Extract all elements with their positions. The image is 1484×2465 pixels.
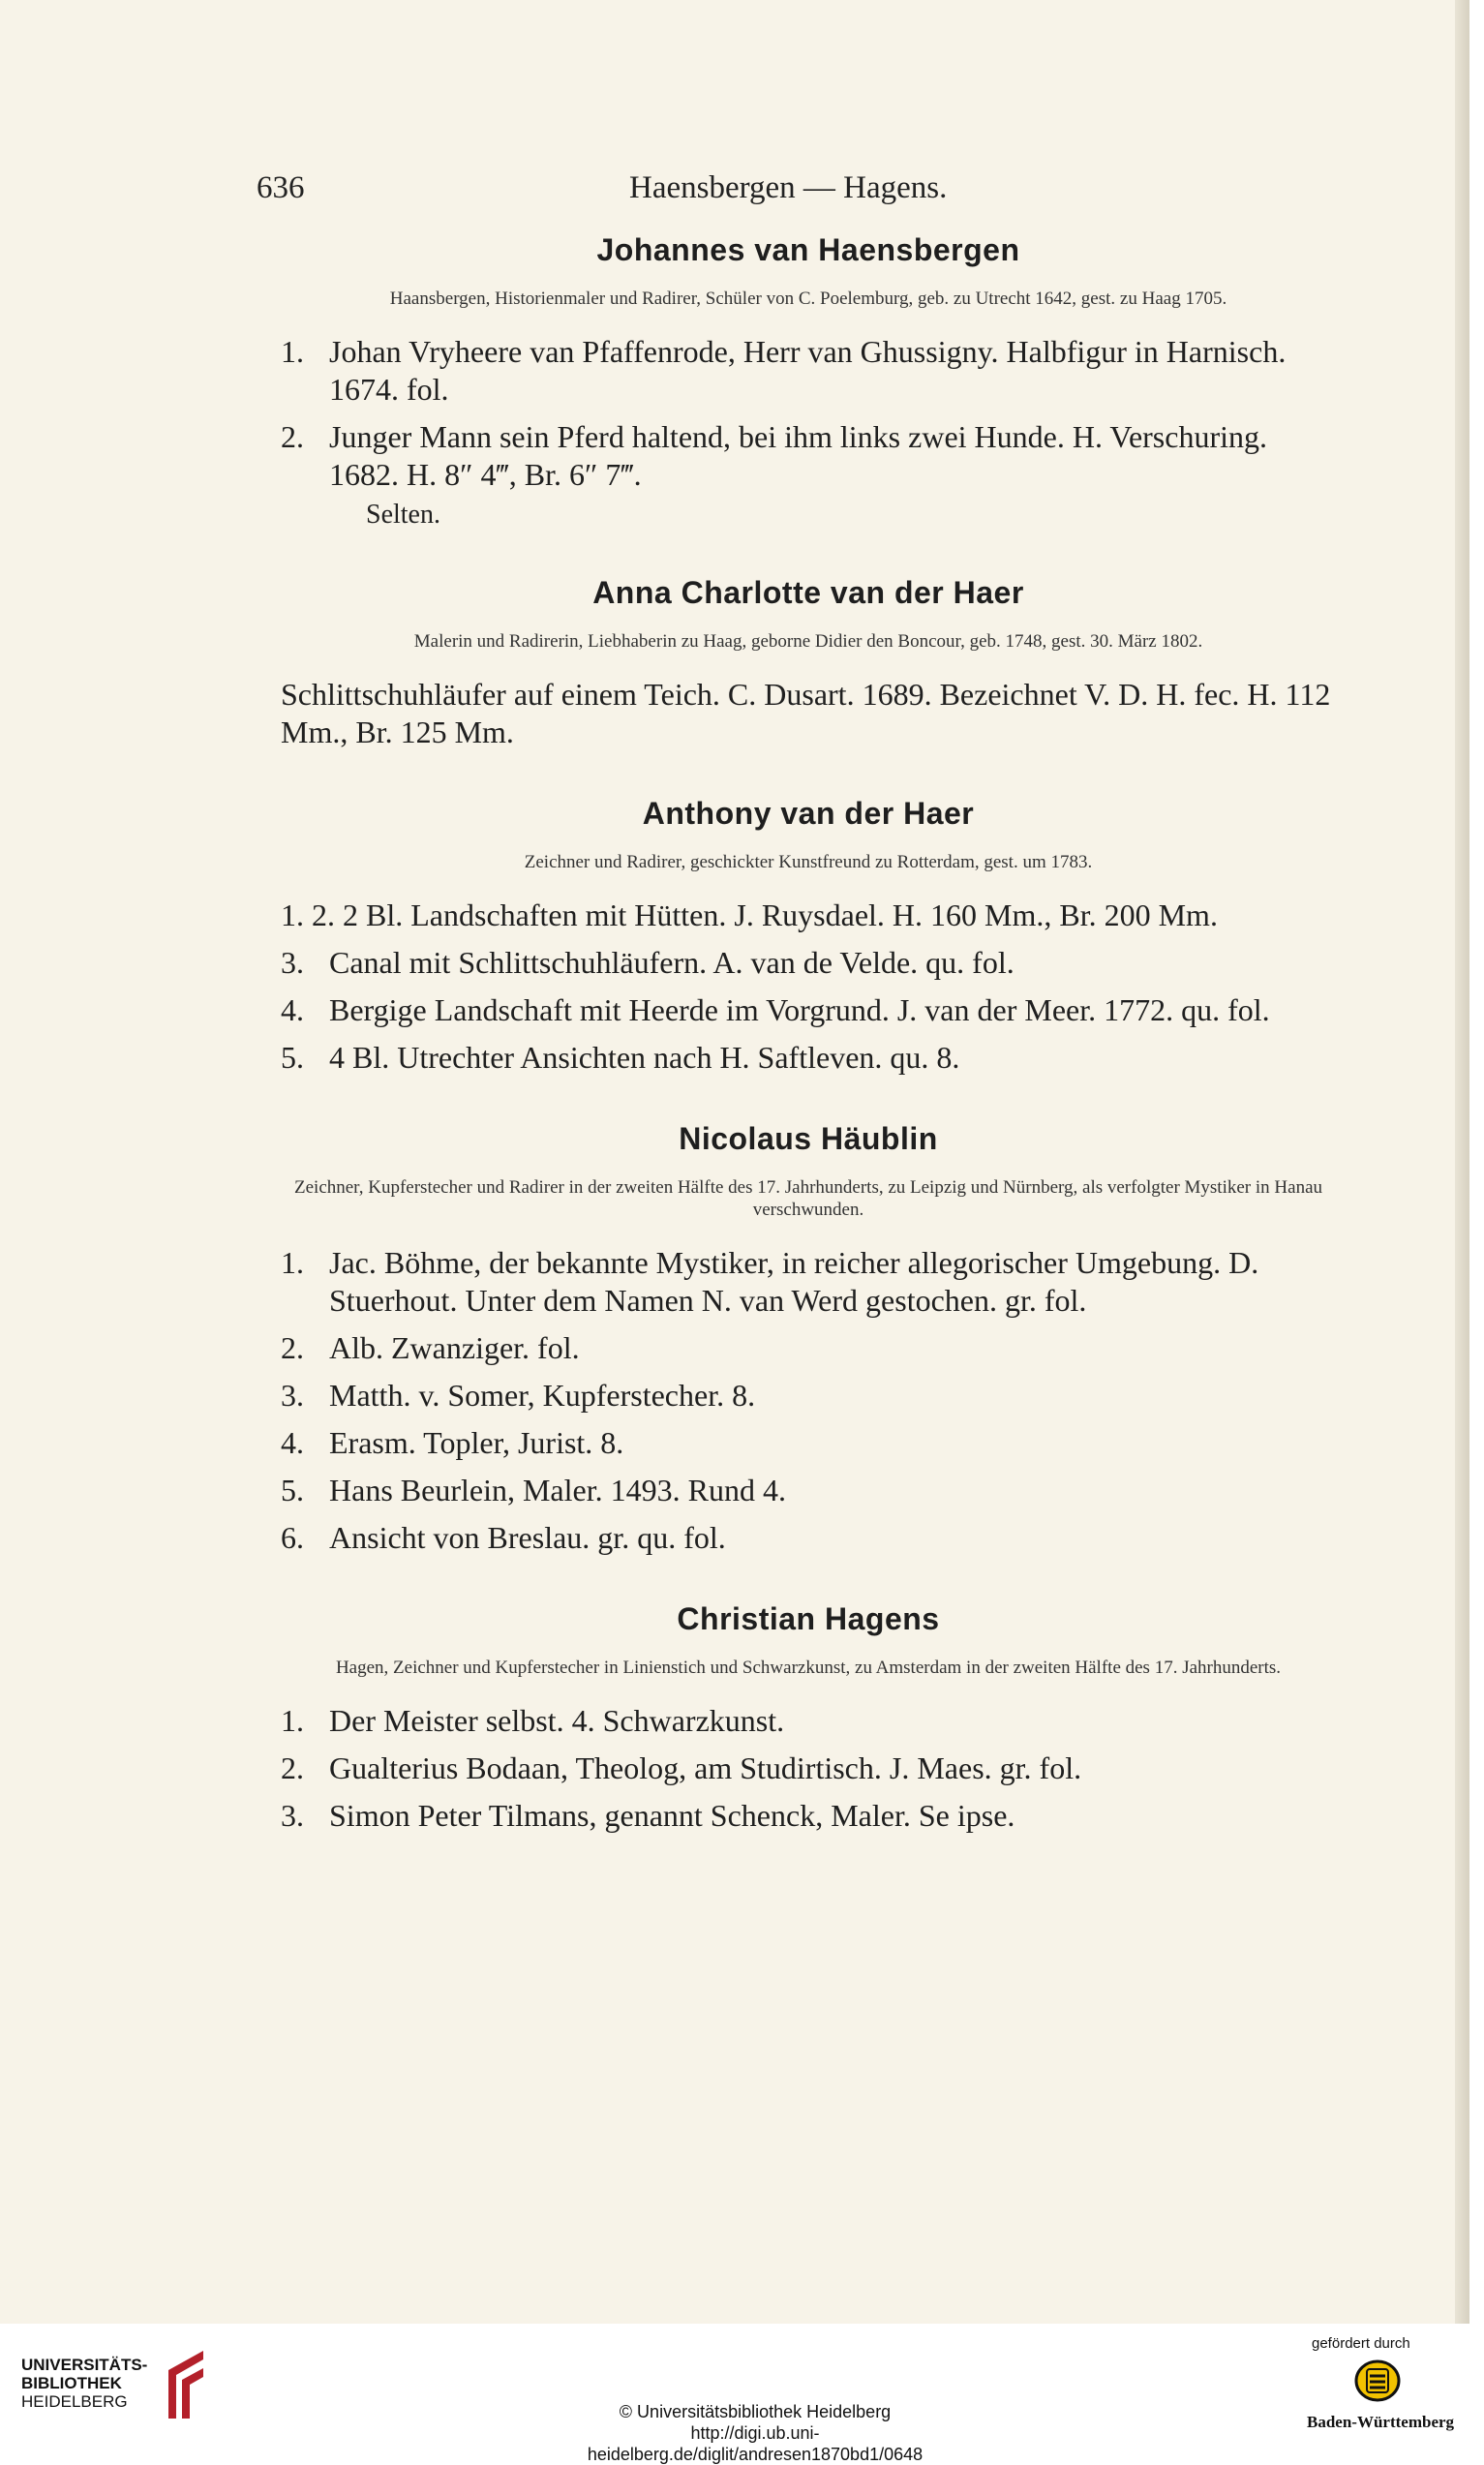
artist-entry (281, 1121, 1336, 1557)
work-item (281, 418, 1336, 494)
coat-of-arms-icon[interactable] (1353, 2357, 1402, 2405)
item-number: 5. (281, 1040, 304, 1075)
item-text: Der Meister selbst. 4. Schwarzkunst. (329, 1703, 785, 1738)
artist-bio: Hagen, Zeichner und Kupferstecher in Linienstich und Schwarzkunst, zu Amsterdam in der zweiten Hälfte des 17. Jahrhunderts. (335, 1658, 1282, 1678)
item-number: 2. (281, 1330, 304, 1365)
copyright-block (542, 2401, 968, 2465)
library-line: UNIVERSITÄTS- (21, 2356, 148, 2374)
item-text: Gualterius Bodaan, Theolog, am Studirtisch. J. Maes. gr. fol. (329, 1750, 1082, 1785)
artist-bio: Zeichner und Radirer, geschickter Kunstfreund zu Rotterdam, gest. um 1783. (524, 852, 1093, 872)
library-line: HEIDELBERG (21, 2392, 128, 2411)
item-text: Hans Beurlein, Maler. 1493. Rund 4. (329, 1473, 786, 1507)
page-body (281, 232, 1336, 1879)
item-text: Bergige Landschaft mit Heerde im Vorgrund. J. van der Meer. 1772. qu. fol. (329, 992, 1270, 1027)
digitization-footer (0, 2324, 1484, 2464)
artist-entry (281, 796, 1336, 1077)
item-text: Junger Mann sein Pferd haltend, bei ihm links zwei Hunde. H. Verschuring. 1682. H. 8″ 4‴, Br. 6″ 7‴. (329, 419, 1267, 492)
item-text: 2 Bl. Landschaften mit Hütten. J. Ruysdael. H. 160 Mm., Br. 200 Mm. (343, 898, 1218, 932)
item-text: Johan Vryheere van Pfaffenrode, Herr van Ghussigny. Halbfigur in Harnisch. 1674. fol. (329, 334, 1287, 407)
item-remark: Selten. (366, 500, 440, 530)
work-item (281, 991, 1336, 1029)
item-number: 1. 2. (281, 898, 335, 932)
work-item (281, 897, 1336, 934)
artist-bio: Haansbergen, Historienmaler und Radirer, Schüler von C. Poelemburg, geb. zu Utrecht 1642, gest. zu Haag 1705. (389, 289, 1227, 309)
item-text: Schlittschuhläufer auf einem Teich. C. Dusart. 1689. Bezeichnet V. D. H. fec. H. 112 Mm., Br. 125 Mm. (281, 677, 1331, 749)
funder-name: Baden-Württemberg (1307, 2413, 1455, 2431)
artist-entry (281, 232, 1336, 531)
artist-bio: Zeichner, Kupferstecher und Radirer in der zweiten Hälfte des 17. Jahrhunderts, zu Leipzig und Nürnberg, als verfolgter Mystiker in Hanau verschwunden. (294, 1177, 1322, 1220)
artist-name: Anthony van der Haer (642, 796, 975, 831)
work-item (281, 333, 1336, 409)
running-title: Haensbergen — Hagens. (629, 170, 948, 205)
item-number: 3. (281, 1798, 304, 1833)
item-number: 1. (281, 1703, 304, 1738)
artist-bio: Malerin und Radirerin, Liebhaberin zu Haag, geborne Didier den Boncour, geb. 1748, gest. 30. März 1802. (413, 631, 1203, 652)
page-header (257, 170, 963, 209)
item-number: 2. (281, 419, 304, 454)
copyright-text: © Universitätsbibliothek Heidelberg (619, 2402, 892, 2421)
item-number: 1. (281, 334, 304, 369)
work-item (281, 1750, 1336, 1787)
page-edge (1455, 0, 1469, 2324)
item-number: 2. (281, 1750, 304, 1785)
item-text: Ansicht von Breslau. gr. qu. fol. (329, 1520, 726, 1555)
item-number: 1. (281, 1245, 304, 1280)
item-text: Jac. Böhme, der bekannte Mystiker, in reicher allegorischer Umgebung. D. Stuerhout. Unter dem Namen N. van Werd gestochen. gr. fol. (329, 1245, 1259, 1318)
item-text: Canal mit Schlittschuhläufern. A. van de Velde. qu. fol. (329, 945, 1015, 980)
item-text: Alb. Zwanziger. fol. (329, 1330, 580, 1365)
item-number: 4. (281, 1425, 304, 1460)
work-item (281, 1702, 1336, 1740)
item-text: Matth. v. Somer, Kupferstecher. 8. (329, 1378, 756, 1413)
item-number: 6. (281, 1520, 304, 1555)
artist-name: Christian Hagens (677, 1601, 940, 1636)
work-item (281, 1797, 1336, 1835)
permalink[interactable]: http://digi.ub.uni-heidelberg.de/diglit/andresen1870bd1/0648 (587, 2423, 924, 2464)
work-item (281, 1424, 1336, 1462)
artist-entry (281, 575, 1336, 751)
library-line: BIBLIOTHEK (21, 2374, 122, 2392)
work-item (281, 1472, 1336, 1509)
artist-name: Nicolaus Häublin (679, 1121, 938, 1156)
work-item (281, 1039, 1336, 1077)
work-item (281, 944, 1336, 982)
work-item (281, 676, 1336, 751)
artist-name: Anna Charlotte van der Haer (592, 575, 1024, 610)
item-number: 3. (281, 1378, 304, 1413)
work-item (281, 1244, 1336, 1320)
work-item (281, 1377, 1336, 1415)
page-number: 636 (257, 170, 305, 205)
item-text: Erasm. Topler, Jurist. 8. (329, 1425, 624, 1460)
work-item (281, 1329, 1336, 1367)
item-number: 3. (281, 945, 304, 980)
library-name[interactable] (21, 2356, 147, 2411)
item-text: 4 Bl. Utrechter Ansichten nach H. Saftleven. qu. 8. (329, 1040, 960, 1075)
artist-name: Johannes van Haensbergen (596, 232, 1020, 267)
artist-entry (281, 1601, 1336, 1835)
item-number: 5. (281, 1473, 304, 1507)
library-logo-icon[interactable] (155, 2345, 209, 2422)
item-number: 4. (281, 992, 304, 1027)
work-item (281, 1519, 1336, 1557)
item-text: Simon Peter Tilmans, genannt Schenck, Maler. Se ipse. (329, 1798, 1015, 1833)
funded-by-label: gefördert durch (1312, 2335, 1410, 2352)
